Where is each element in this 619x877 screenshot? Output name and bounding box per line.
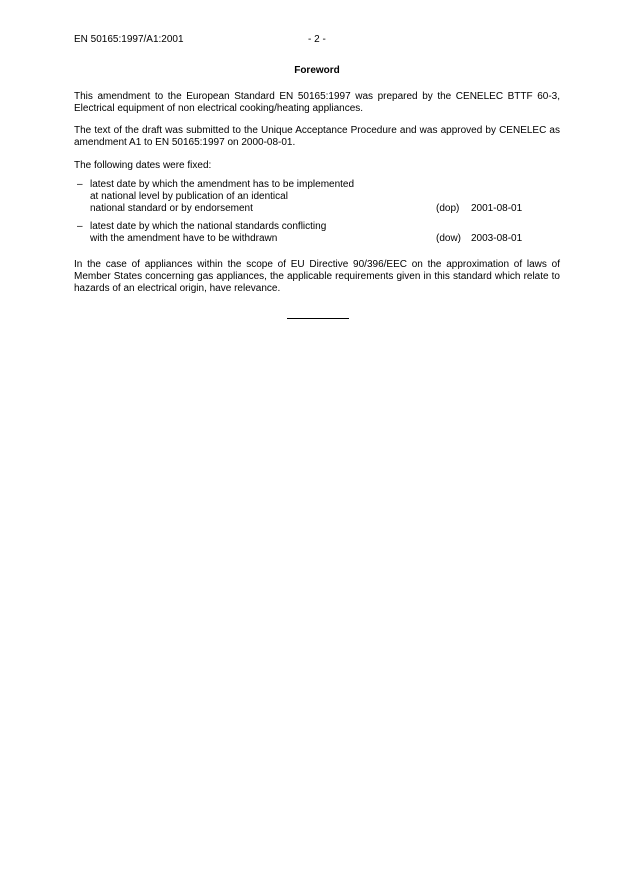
document-id: EN 50165:1997/A1:2001: [74, 34, 184, 45]
list-dash: –: [77, 179, 83, 190]
directive-paragraph: In the case of appliances within the scope of EU Directive 90/396/EEC on the approximation of laws of Member States concerning gas appliances, the applicable requirements given in this standard which relate to hazards of an electrical origin, have relevance.: [74, 259, 560, 294]
list-item-text: [90, 179, 430, 215]
date-value-dow: 2003-08-01: [471, 233, 523, 244]
page-number: - 2 -: [308, 34, 326, 45]
list-item-line: with the amendment have to be withdrawn: [90, 233, 278, 244]
intro-paragraph: This amendment to the European Standard EN 50165:1997 was prepared by the CENELEC BTTF 60-3, Electrical equipment of non electrical cooking/heating appliances.: [74, 91, 560, 114]
date-code-dow: (dow): [436, 233, 462, 244]
section-title: Foreword: [294, 65, 340, 76]
list-item-line: latest date by which the national standards conflicting: [90, 221, 327, 232]
list-item-line: latest date by which the amendment has to be implemented: [90, 179, 355, 190]
list-item-text: [90, 221, 430, 245]
approval-paragraph: The text of the draft was submitted to the Unique Acceptance Procedure and was approved by CENELEC as amendment A1 to EN 50165:1997 on 2000-08-01.: [74, 125, 560, 148]
list-item-line: national standard or by endorsement: [90, 203, 253, 214]
list-item-line: at national level by publication of an identical: [90, 191, 288, 202]
dates-intro-paragraph: The following dates were fixed:: [74, 160, 212, 171]
date-code-dop: (dop): [436, 203, 460, 214]
end-rule-divider: [287, 318, 349, 319]
list-item-dop: [74, 179, 560, 215]
list-dash: –: [77, 221, 83, 232]
list-item-dow: [74, 221, 560, 245]
date-value-dop: 2001-08-01: [471, 203, 523, 214]
